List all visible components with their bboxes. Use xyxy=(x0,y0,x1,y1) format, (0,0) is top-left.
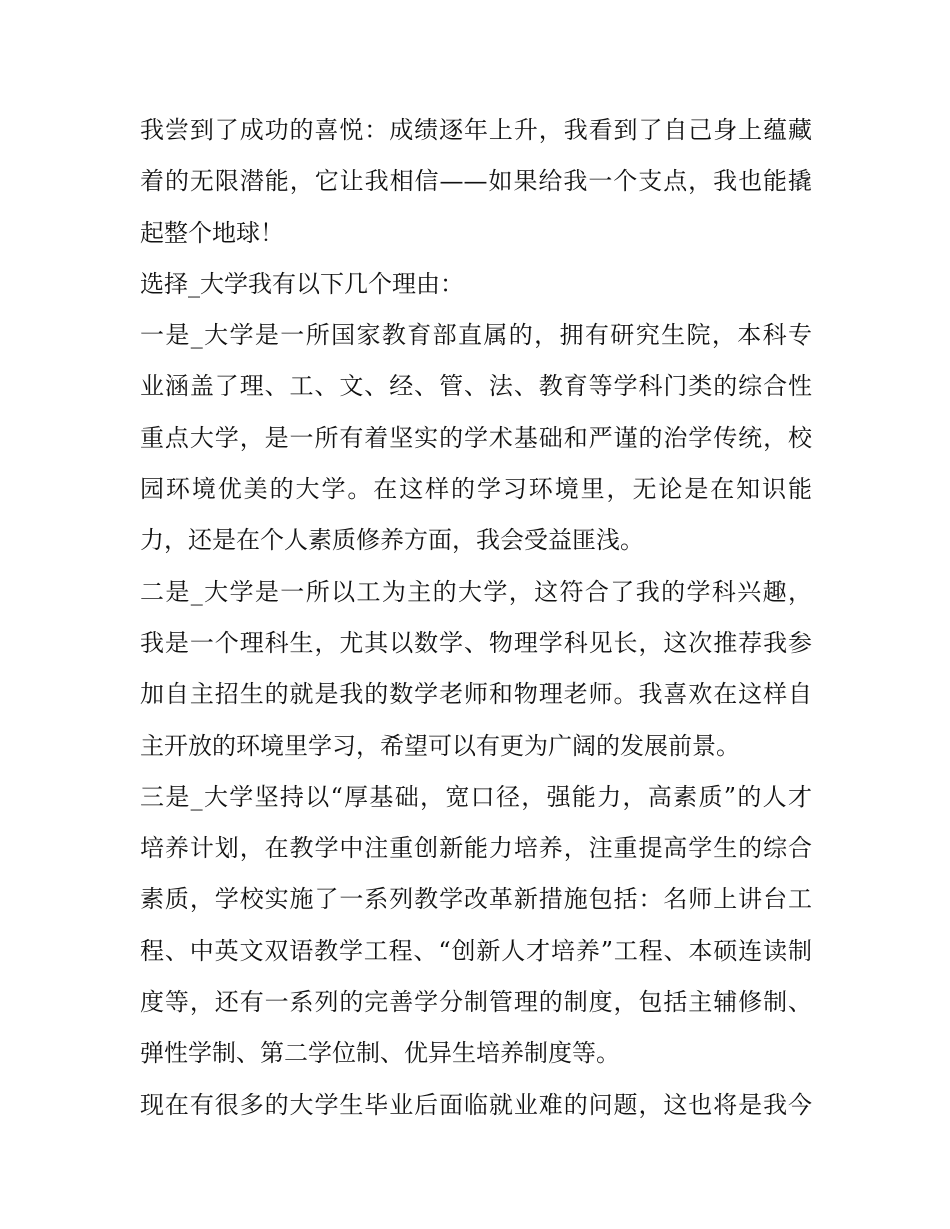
text-line: 素质，学校实施了一系列教学改革新措施包括：名师上讲台工 xyxy=(140,885,812,914)
text-line: 我尝到了成功的喜悦：成绩逐年上升，我看到了自己身上蕴藏 xyxy=(140,116,812,144)
text-line: 二是_大学是一所以工为主的大学，这符合了我的学科兴趣， xyxy=(140,577,812,606)
text-line: 一是_大学是一所国家教育部直属的，拥有研究生院，本科专 xyxy=(140,321,812,350)
text-line: 着的无限潜能，它让我相信——如果给我一个支点，我也能撬 xyxy=(140,167,812,196)
text-line: 重点大学，是一所有着坚实的学术基础和严谨的治学传统，校 xyxy=(140,423,812,452)
text-line: 园环境优美的大学。在这样的学习环境里，无论是在知识能 xyxy=(140,475,812,504)
text-line: 加自主招生的就是我的数学老师和物理老师。我喜欢在这样自 xyxy=(140,680,812,709)
document-body xyxy=(140,105,812,1131)
text-line: 三是_大学坚持以“厚基础，宽口径，强能力，高素质”的人才 xyxy=(140,782,812,811)
text-line: 选择_大学我有以下几个理由： xyxy=(140,269,464,298)
text-line: 现在有很多的大学生毕业后面临就业难的问题，这也将是我今 xyxy=(140,1090,812,1119)
text-line: 程、中英文双语教学工程、“创新人才培养”工程、本硕连读制 xyxy=(140,936,812,965)
text-line: 度等，还有一系列的完善学分制管理的制度，包括主辅修制、 xyxy=(140,988,812,1017)
text-line: 主开放的环境里学习，希望可以有更为广阔的发展前景。 xyxy=(140,731,740,760)
text-line: 我是一个理科生，尤其以数学、物理学科见长，这次推荐我参 xyxy=(140,628,812,657)
text-line: 弹性学制、第二学位制、优异生培养制度等。 xyxy=(140,1039,620,1068)
text-line: 培养计划，在教学中注重创新能力培养，注重提高学生的综合 xyxy=(140,834,812,863)
text-line: 力，还是在个人素质修养方面，我会受益匪浅。 xyxy=(140,526,644,555)
text-line: 业涵盖了理、工、文、经、管、法、教育等学科门类的综合性 xyxy=(140,372,812,401)
text-line: 起整个地球！ xyxy=(140,218,284,247)
